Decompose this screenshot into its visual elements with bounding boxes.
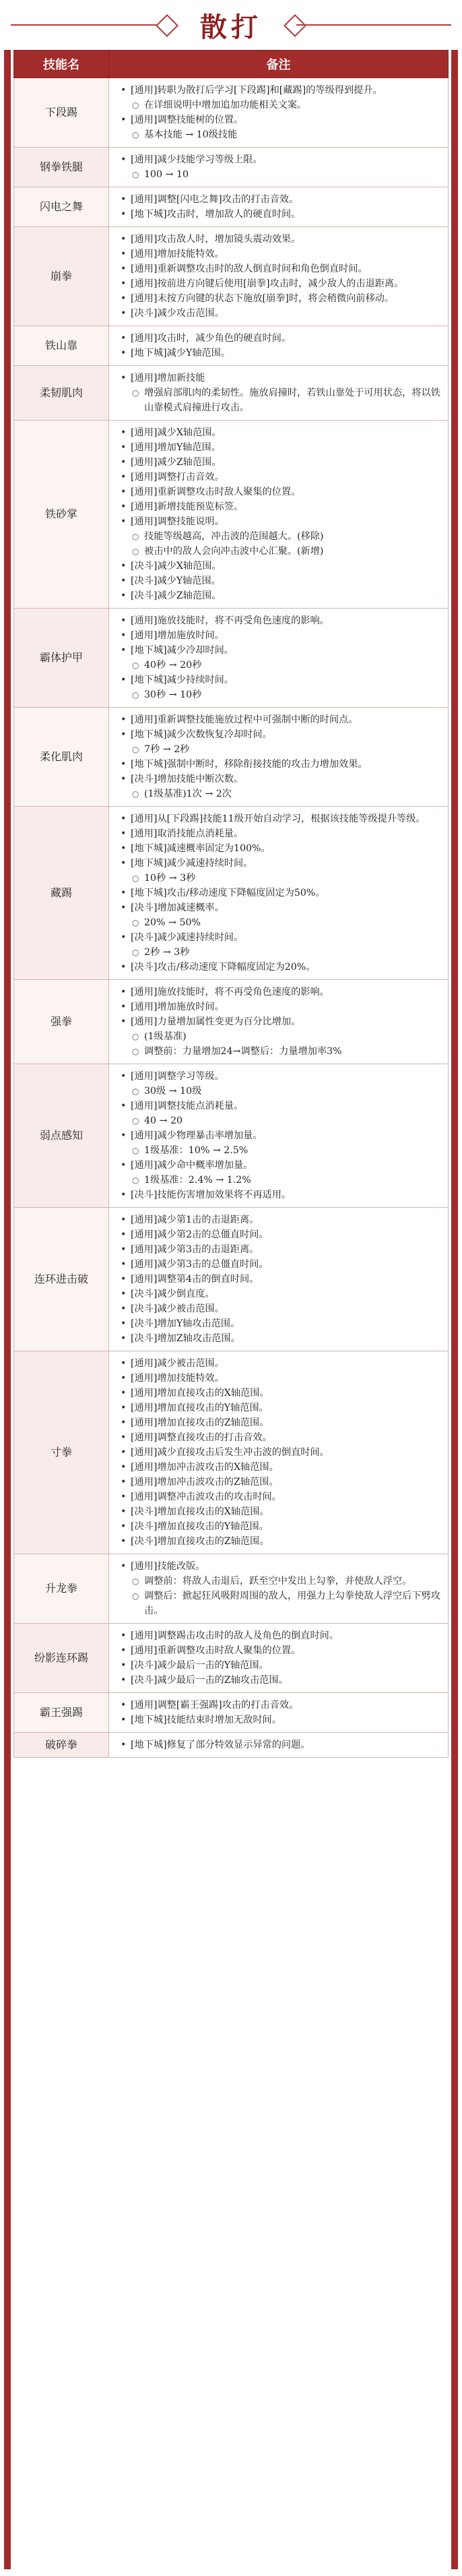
notes-list (116, 1356, 442, 1549)
note-item: • [地下城]技能结束时增加无敌时间。 (116, 1713, 442, 1727)
note-subitem: ○ 调整后：掀起狂风吸附周围的敌人，用强力上勾拳使敌人浮空后下劈攻击。 (116, 1589, 442, 1618)
note-item: • [通用]重新调整攻击时的敌人倒直时间和角色倒直时间。 (116, 262, 442, 276)
patch-notes-table (13, 50, 449, 1758)
note-item: • [通用]重新调整技能施放过程中可强制中断的时间点。 (116, 712, 442, 727)
notes-cell (109, 1064, 449, 1208)
patch-notes-table-wrap (13, 50, 449, 1758)
table-row (14, 1554, 449, 1624)
note-item: • [通用]减少Z轴范围。 (116, 455, 442, 470)
table-row (14, 421, 449, 609)
skill-name-cell: 闪电之舞 (14, 187, 109, 227)
note-item: • [通用]增加直接攻击的Y轴范围。 (116, 1401, 442, 1415)
note-item: • [通用]按前进方向键后使用[崩拳]攻击时，减少敌人的击退距离。 (116, 276, 442, 291)
note-item: • [通用]增加直接攻击的X轴范围。 (116, 1386, 442, 1401)
notes-cell (109, 227, 449, 326)
note-item: • [决斗]减少减速持续时间。 (116, 930, 442, 945)
note-item: • [通用]转职为散打后学习[下段踢]和[藏踢]的等级得到提升。 (116, 83, 442, 98)
skill-name-cell: 崩拳 (14, 227, 109, 326)
note-subitem: ○ 40 → 20 (116, 1113, 442, 1128)
note-item: • [决斗]增加技能中断次数。 (116, 772, 442, 787)
skill-name-cell: 破碎拳 (14, 1733, 109, 1758)
note-item: • [通用]从[下段踢]技能11级开始自动学习，根据该技能等级提升等级。 (116, 811, 442, 826)
page-title: 散打 (188, 6, 274, 44)
note-item: • [通用]技能改版。 (116, 1559, 442, 1574)
note-subitem: ○ 1级基准：10% → 2.5% (116, 1143, 442, 1158)
note-item: • [决斗]增加减速概率。 (116, 900, 442, 915)
notes-cell (109, 1351, 449, 1554)
note-item: • [地下城]减少冷却时间。 (116, 643, 442, 658)
note-subitem: ○ 调整前：力量增加24→调整后：力量增加率3% (116, 1044, 442, 1059)
border-right (451, 50, 458, 2569)
notes-list (116, 152, 442, 182)
table-row (14, 148, 449, 187)
skill-name-cell: 纷影连环踢 (14, 1624, 109, 1693)
skill-name-cell: 铁山靠 (14, 326, 109, 366)
notes-cell (109, 1624, 449, 1693)
notes-cell (109, 609, 449, 708)
note-item: • [通用]减少技能学习等级上限。 (116, 152, 442, 167)
table-row (14, 78, 449, 148)
notes-cell (109, 807, 449, 980)
note-item: • [通用]调整第4击的倒直时间。 (116, 1272, 442, 1287)
note-item: • [通用]重新调整攻击时敌人聚集的位置。 (116, 485, 442, 499)
notes-list (116, 192, 442, 222)
table-row (14, 1351, 449, 1554)
notes-cell (109, 980, 449, 1064)
notes-list (116, 1069, 442, 1202)
notes-cell (109, 1693, 449, 1733)
skill-name-cell: 强拳 (14, 980, 109, 1064)
note-item: • [决斗]减少被击范围。 (116, 1301, 442, 1316)
note-item: • [地下城]减少持续时间。 (116, 673, 442, 687)
note-item: • [通用]新增技能预览标签。 (116, 499, 442, 514)
note-item: • [决斗]减少最后一击的Z轴攻击范围。 (116, 1673, 442, 1688)
skill-name-cell: 寸拳 (14, 1351, 109, 1554)
note-item: • [地下城]减速概率固定为100%。 (116, 841, 442, 856)
note-item: • [决斗]增加直接攻击的X轴范围。 (116, 1504, 442, 1519)
note-item: • [通用]调整冲击波攻击的攻击时间。 (116, 1490, 442, 1504)
table-row (14, 187, 449, 227)
note-subitem: ○ (1级基准) (116, 1029, 442, 1044)
skill-name-cell: 柔韧肌肉 (14, 366, 109, 421)
note-item: • [通用]攻击时，减少角色的硬直时间。 (116, 331, 442, 346)
notes-list (116, 1213, 442, 1346)
note-item: • [通用]重新调整攻击时敌人聚集的位置。 (116, 1643, 442, 1658)
table-row (14, 807, 449, 980)
note-item: • [地下城]减少减速持续时间。 (116, 856, 442, 871)
note-item: • [通用]取消技能点消耗量。 (116, 826, 442, 841)
table-row (14, 1733, 449, 1758)
notes-list (116, 1628, 442, 1688)
page-header (0, 0, 462, 50)
note-item: • [决斗]减少Y轴范围。 (116, 574, 442, 588)
note-item: • [通用]调整学习等级。 (116, 1069, 442, 1084)
notes-cell (109, 708, 449, 807)
note-item: • [通用]减少第1击的击退距离。 (116, 1213, 442, 1227)
note-subitem: ○ 20% → 50% (116, 915, 442, 930)
skill-name-cell: 柔化肌肉 (14, 708, 109, 807)
skill-name-cell: 霸体护甲 (14, 609, 109, 708)
note-item: • [通用]减少第3击的击退距离。 (116, 1242, 442, 1257)
notes-list (116, 712, 442, 801)
notes-list (116, 232, 442, 321)
note-item: • [通用]调整技能点消耗量。 (116, 1099, 442, 1113)
note-item: • [决斗]攻击/移动速度下降幅度固定为20%。 (116, 960, 442, 975)
skill-name-cell: 霸王强踢 (14, 1693, 109, 1733)
notes-list (116, 1559, 442, 1618)
note-item: • [通用]调整技能树的位置。 (116, 113, 442, 127)
table-header-row (14, 51, 449, 78)
skill-name-cell: 钢拳铁腿 (14, 148, 109, 187)
notes-cell (109, 78, 449, 148)
note-item: • [通用]施放技能时，将不再受角色速度的影响。 (116, 985, 442, 1000)
note-item: • [通用]力量增加属性变更为百分比增加。 (116, 1014, 442, 1029)
skill-name-cell: 藏踢 (14, 807, 109, 980)
table-row (14, 609, 449, 708)
note-item: • [通用]减少第2击的总僵直时间。 (116, 1227, 442, 1242)
note-item: • [决斗]技能伤害增加效果将不再适用。 (116, 1188, 442, 1202)
header-ornament-left (156, 14, 178, 37)
note-item: • [通用]增加施放时间。 (116, 1000, 442, 1014)
note-item: • [通用]调整技能说明。 (116, 514, 442, 529)
header-ornament-right (284, 14, 306, 37)
notes-list (116, 985, 442, 1059)
note-item: • [通用]调整[闪电之舞]攻击的打击音效。 (116, 192, 442, 207)
table-row (14, 1208, 449, 1351)
note-item: • [通用]施放技能时，将不再受角色速度的影响。 (116, 613, 442, 628)
note-item: • [通用]增加新技能 (116, 371, 442, 386)
table-row (14, 1624, 449, 1693)
notes-cell (109, 148, 449, 187)
note-item: • [通用]减少第3击的总僵直时间。 (116, 1257, 442, 1272)
note-item: • [决斗]增加直接攻击的Y轴范围。 (116, 1519, 442, 1534)
header-rule-left (11, 24, 166, 26)
note-subitem: ○ 2秒 → 3秒 (116, 945, 442, 960)
notes-list (116, 613, 442, 702)
note-item: • [通用]增加技能特效。 (116, 247, 442, 262)
note-subitem: ○ 在详细说明中增加追加功能相关文案。 (116, 98, 442, 113)
note-item: • [通用]攻击敌人时，增加镜头震动效果。 (116, 232, 442, 247)
note-subitem: ○ 技能等级越高，冲击波的范围越大。(移除) (116, 529, 442, 544)
note-subitem: ○ 40秒 → 20秒 (116, 658, 442, 673)
table-row (14, 980, 449, 1064)
table-body (14, 78, 449, 1758)
note-item: • [通用]增加冲击波攻击的Z轴范围。 (116, 1475, 442, 1490)
note-item: • [决斗]减少Z轴范围。 (116, 588, 442, 603)
note-item: • [决斗]增加Z轴攻击范围。 (116, 1331, 442, 1346)
note-item: • [地下城]攻击/移动速度下降幅度固定为50%。 (116, 886, 442, 900)
note-item: • [地下城]修复了部分特效显示异常的问题。 (116, 1738, 442, 1752)
skill-name-cell: 铁砂掌 (14, 421, 109, 609)
note-item: • [决斗]减少倒直度。 (116, 1287, 442, 1301)
note-subitem: ○ 被击中的敌人会向冲击波中心汇聚。(新增) (116, 544, 442, 559)
notes-list (116, 1738, 442, 1752)
note-subitem: ○ 增强肩部肌肉的柔韧性。施放肩撞时，若铁山靠处于可用状态，将以铁山靠模式肩撞进行攻击。 (116, 386, 442, 415)
notes-list (116, 1698, 442, 1727)
note-subitem: ○ (1级基准)1次 → 2次 (116, 787, 442, 801)
notes-cell (109, 1554, 449, 1624)
table-row (14, 1064, 449, 1208)
notes-cell (109, 421, 449, 609)
note-subitem: ○ 7秒 → 2秒 (116, 742, 442, 757)
note-item: • [通用]减少物理暴击率增加量。 (116, 1128, 442, 1143)
note-item: • [通用]调整打击音效。 (116, 470, 442, 485)
skill-name-cell: 下段踢 (14, 78, 109, 148)
note-item: • [通用]增加直接攻击的Z轴范围。 (116, 1415, 442, 1430)
note-subitem: ○ 30级 → 10级 (116, 1084, 442, 1099)
note-item: • [地下城]减少次数恢复冷却时间。 (116, 727, 442, 742)
table-row (14, 366, 449, 421)
note-subitem: ○ 1级基准：2.4% → 1.2% (116, 1173, 442, 1188)
note-item: • [决斗]减少X轴范围。 (116, 559, 442, 574)
column-header-skill: 技能名 (14, 51, 109, 78)
note-item: • [通用]增加Y轴范围。 (116, 440, 442, 455)
table-row (14, 326, 449, 366)
notes-list (116, 331, 442, 361)
notes-cell (109, 326, 449, 366)
note-item: • [地下城]攻击时，增加敌人的硬直时间。 (116, 207, 442, 222)
note-item: • [决斗]增加直接攻击的Z轴范围。 (116, 1534, 442, 1549)
notes-list (116, 371, 442, 415)
table-row (14, 708, 449, 807)
note-item: • [通用]未按方向键的状态下施放[崩拳]时，将会稍微向前移动。 (116, 291, 442, 306)
note-item: • [决斗]增加Y轴攻击范围。 (116, 1316, 442, 1331)
note-item: • [通用]增加技能特效。 (116, 1371, 442, 1386)
border-left (4, 50, 11, 2569)
notes-cell (109, 366, 449, 421)
note-item: • [通用]增加施放时间。 (116, 628, 442, 643)
note-item: • [通用]减少X轴范围。 (116, 425, 442, 440)
note-subitem: ○ 基本技能 → 10级技能 (116, 127, 442, 142)
note-subitem: ○ 100 → 10 (116, 167, 442, 182)
notes-cell (109, 1208, 449, 1351)
skill-name-cell: 连环进击破 (14, 1208, 109, 1351)
note-item: • [地下城]减少Y轴范围。 (116, 346, 442, 361)
notes-list (116, 83, 442, 142)
column-header-notes: 备注 (109, 51, 449, 78)
note-item: • [通用]减少直接攻击后发生冲击波的倒直时间。 (116, 1445, 442, 1460)
note-subitem: ○ 30秒 → 10秒 (116, 687, 442, 702)
table-row (14, 1693, 449, 1733)
notes-cell (109, 187, 449, 227)
note-item: • [通用]调整踢击攻击时的敌人及角色的倒直时间。 (116, 1628, 442, 1643)
note-subitem: ○ 10秒 → 3秒 (116, 871, 442, 886)
note-subitem: ○ 调整前：将敌人击退后，跃至空中发出上勾拳，并使敌人浮空。 (116, 1574, 442, 1589)
notes-list (116, 425, 442, 603)
note-item: • [通用]调整直接攻击的打击音效。 (116, 1430, 442, 1445)
note-item: • [决斗]减少攻击范围。 (116, 306, 442, 321)
note-item: • [通用]减少命中概率增加量。 (116, 1158, 442, 1173)
note-item: • [决斗]减少最后一击的Y轴范围。 (116, 1658, 442, 1673)
note-item: • [地下城]强制中断时，移除衔接技能的攻击力增加效果。 (116, 757, 442, 772)
note-item: • [通用]减少被击范围。 (116, 1356, 442, 1371)
note-item: • [通用]调整[霸王强踢]攻击的打击音效。 (116, 1698, 442, 1713)
notes-cell (109, 1733, 449, 1758)
skill-name-cell: 弱点感知 (14, 1064, 109, 1208)
header-rule-right (296, 24, 451, 26)
notes-list (116, 811, 442, 975)
note-item: • [通用]增加冲击波攻击的X轴范围。 (116, 1460, 442, 1475)
skill-name-cell: 升龙拳 (14, 1554, 109, 1624)
table-row (14, 227, 449, 326)
